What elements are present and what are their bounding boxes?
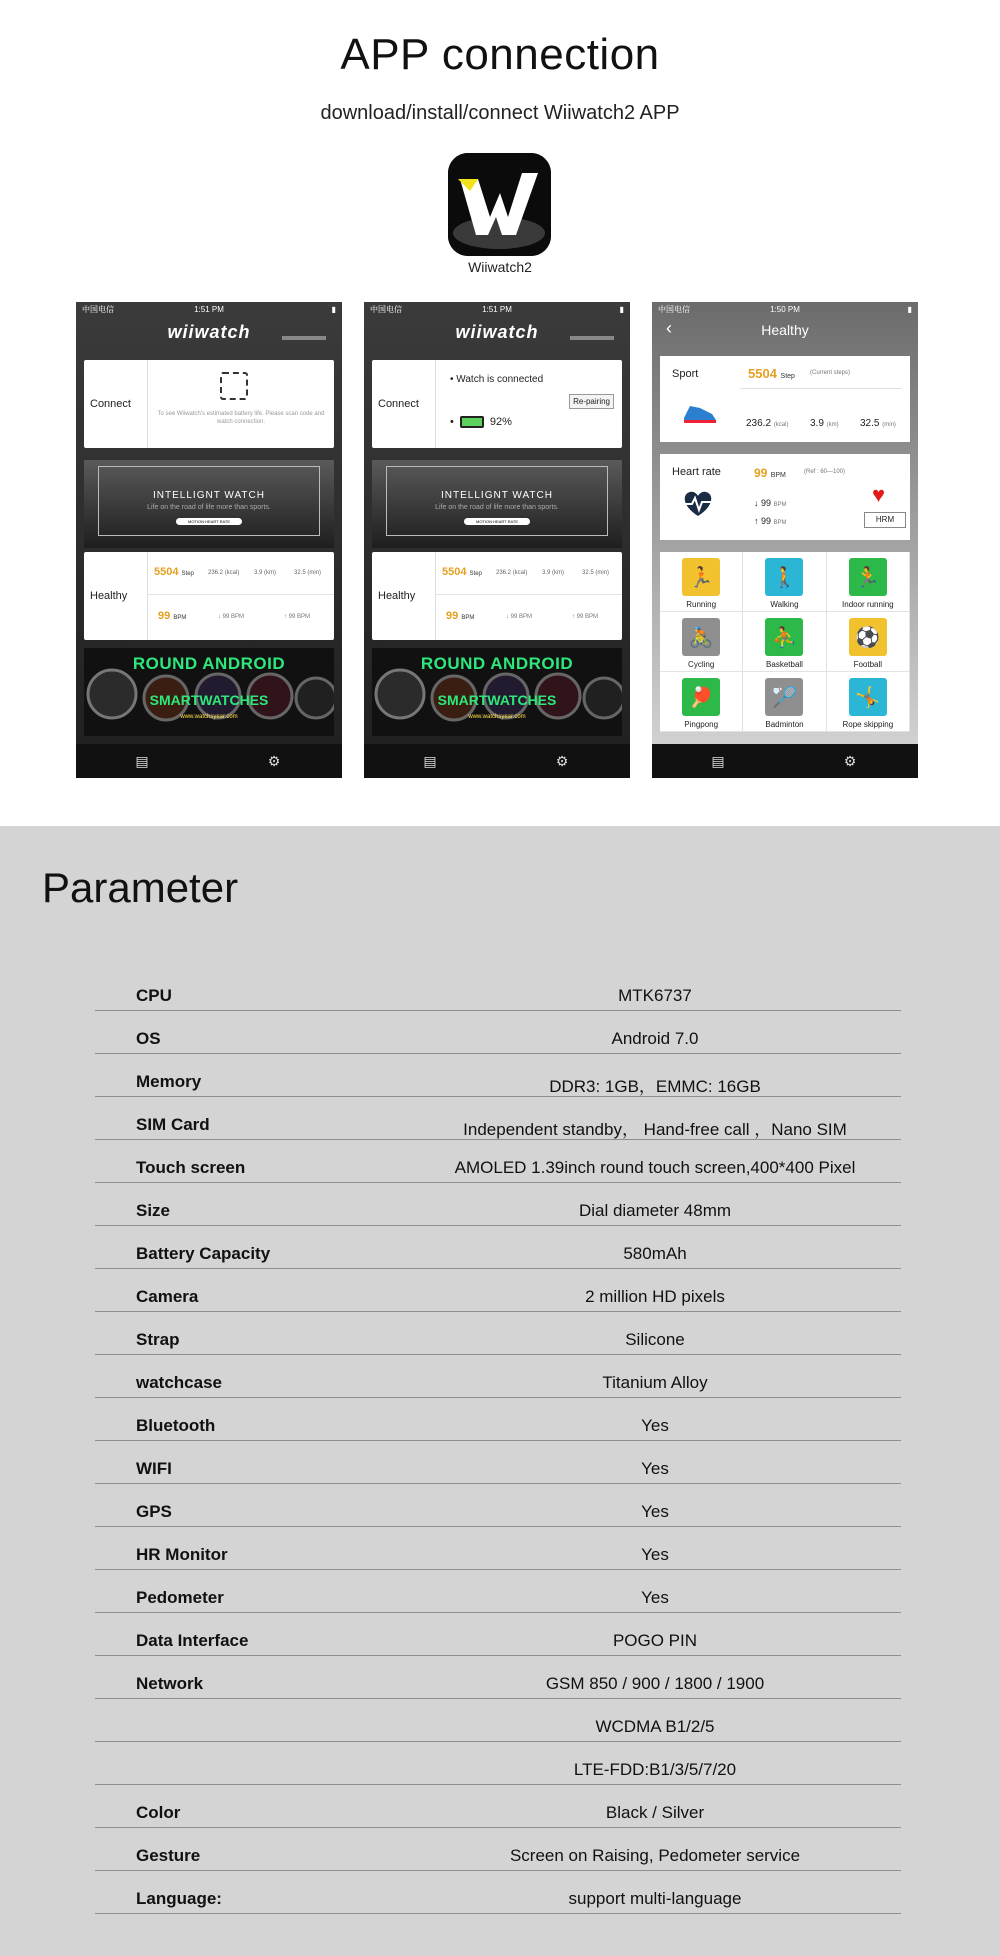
parameter-value: Black / Silver (605, 1803, 705, 1822)
activity-label: Walking (770, 600, 799, 609)
parameter-value: Yes (641, 1545, 669, 1564)
phone-screenshots (76, 302, 918, 778)
bpm-high: ↑ 99 BPM (572, 614, 599, 620)
connect-card[interactable] (372, 360, 622, 448)
parameter-value: Android 7.0 (611, 1029, 699, 1048)
nav-title: Healthy (761, 322, 809, 338)
hr-bpm-number: 99 (754, 466, 768, 480)
parameter-row (95, 1785, 901, 1828)
kcal-value (496, 570, 527, 576)
sport-km-unit: (km) (826, 422, 839, 428)
carrier-label: 中国电信 (658, 304, 690, 314)
activity-label: Badminton (765, 720, 804, 729)
parameter-value: 580mAh (623, 1244, 687, 1263)
hr-high-unit: BPM (773, 520, 787, 526)
parameter-value: 2 million HD pixels (585, 1287, 725, 1306)
healthy-divider (148, 594, 334, 595)
page-title: APP connection (340, 30, 660, 79)
bpm-high: ↑ 99 BPM (284, 614, 311, 620)
app-name-label: Wiiwatch2 (468, 259, 532, 275)
parameter-row (95, 1011, 901, 1054)
battery-icon (460, 416, 484, 428)
parameter-value: LTE-FDD:B1/3/5/7/20 (573, 1760, 737, 1779)
parameter-key: Pedometer (136, 1588, 224, 1607)
current-steps-note: (Current steps) (810, 370, 851, 376)
ad-url: www.watchsyear.com (180, 714, 238, 720)
parameter-value: Titanium Alloy (602, 1373, 708, 1392)
bpm-low: ↓ 99 BPM (218, 614, 245, 620)
banner-subtitle: Life on the road of life more than sports. (435, 504, 559, 511)
parameter-value: DDR3: 1GB，EMMC: 16GB (549, 1077, 761, 1096)
banner-pill: MOTION HEART RATE (464, 518, 530, 525)
ad-title: ROUND ANDROID (132, 654, 286, 673)
activity-pingpong[interactable] (660, 672, 743, 732)
carrier-label: 中国电信 (370, 304, 402, 314)
heart-rate-label: Heart rate (672, 466, 721, 478)
bpm-high-number: 99 (576, 614, 584, 620)
parameter-row (95, 1269, 901, 1312)
football-icon: ⚽ (849, 618, 887, 656)
activity-indoor-running[interactable] (827, 552, 910, 612)
banner-frame (386, 466, 608, 536)
parameter-section (0, 826, 1000, 1956)
sport-km (810, 418, 839, 429)
heart-icon: ♥ (872, 482, 886, 507)
round-android-ad[interactable] (84, 648, 334, 736)
parameter-key: Touch screen (136, 1158, 246, 1177)
parameter-value: Screen on Raising, Pedometer service (509, 1846, 801, 1865)
ad-subtitle: SMARTWATCHES (149, 692, 269, 708)
activity-walking[interactable] (743, 552, 826, 612)
pingpong-icon: 🏓 (682, 678, 720, 716)
sport-steps-unit: Step (780, 373, 795, 380)
round-android-ad[interactable] (372, 648, 622, 736)
km-number: 3.9 (542, 570, 551, 576)
healthy-divider (436, 594, 622, 595)
km-value (542, 570, 564, 576)
status-time: 1:50 PM (770, 304, 800, 314)
indoor-running-icon: 🏃 (849, 558, 887, 596)
parameter-key: Camera (136, 1287, 199, 1306)
ad-title: ROUND ANDROID (420, 654, 574, 673)
settings-gear-icon[interactable]: ⚙ (555, 753, 569, 769)
parameter-key: Strap (136, 1330, 180, 1349)
healthy-card-body (148, 552, 334, 640)
parameter-key: Size (136, 1201, 171, 1220)
bottom-tab-bar (652, 744, 918, 778)
phone-screen-connected (364, 302, 630, 778)
wiiwatch-app-icon[interactable] (448, 153, 551, 256)
status-bar (652, 302, 918, 316)
banner-title: INTELLIGNT WATCH (153, 490, 265, 501)
message-icon[interactable]: ▤ (135, 753, 149, 769)
re-pairing-button[interactable]: Re-pairing (569, 394, 614, 409)
min-number: 32.5 (582, 570, 594, 576)
battery-status-icon: ▮ (907, 304, 912, 314)
connect-label: Connect (84, 360, 148, 448)
sport-card[interactable] (660, 356, 910, 442)
healthy-label: Healthy (372, 552, 436, 640)
sport-min (860, 418, 896, 429)
back-chevron-icon[interactable]: ‹ (666, 318, 672, 338)
banner-subtitle: Life on the road of life more than sports. (147, 504, 271, 511)
carrier-label: 中国电信 (82, 304, 114, 314)
parameter-row (95, 1054, 901, 1097)
parameter-key: CPU (136, 986, 172, 1005)
walking-icon: 🚶 (765, 558, 803, 596)
bpm-number: 99 (446, 610, 459, 622)
bpm-low-number: 99 (222, 614, 230, 620)
step-count (442, 566, 482, 578)
parameter-row (95, 1312, 901, 1355)
parameter-value: Yes (641, 1459, 669, 1478)
kcal-number: 236.2 (208, 570, 224, 576)
sport-steps-number: 5504 (748, 366, 777, 381)
kcal-number: 236.2 (496, 570, 512, 576)
parameter-row (95, 1742, 901, 1785)
intelligent-watch-banner[interactable] (372, 460, 622, 548)
parameter-value: Silicone (625, 1330, 685, 1349)
parameter-row (95, 1441, 901, 1484)
badminton-icon: 🏸 (765, 678, 803, 716)
step-value: 5504 (154, 566, 179, 578)
parameter-value: Yes (641, 1588, 669, 1607)
activity-label: Rope skipping (842, 720, 894, 729)
parameter-key: GPS (136, 1502, 172, 1521)
page-subtitle: download/install/connect Wiiwatch2 APP (320, 102, 680, 124)
hr-high-number: 99 (761, 516, 772, 526)
connect-card-body (148, 360, 334, 448)
step-unit: Step (181, 571, 194, 577)
parameter-row (95, 1398, 901, 1441)
min-value (294, 570, 321, 576)
sport-divider (740, 388, 902, 389)
rope-skipping-icon: 🤸 (849, 678, 887, 716)
healthy-card-body (436, 552, 622, 640)
running-icon: 🏃 (682, 558, 720, 596)
brand-decoration (570, 336, 614, 340)
connected-text: Watch is connected (456, 374, 544, 385)
hr-low-number: 99 (761, 498, 772, 508)
sneaker-icon (682, 396, 718, 426)
parameter-row (95, 968, 901, 1011)
heart-rate-high: ↑ 99 BPM (754, 516, 787, 526)
settings-gear-icon[interactable]: ⚙ (267, 753, 281, 769)
status-bar (364, 302, 630, 316)
settings-gear-icon[interactable]: ⚙ (843, 753, 857, 769)
min-number: 32.5 (294, 570, 306, 576)
sport-min-unit: (min) (882, 422, 896, 428)
parameter-value: Yes (641, 1416, 669, 1435)
connect-label: Connect (372, 360, 436, 448)
bpm-unit: BPM (461, 615, 475, 621)
parameter-value: WCDMA B1/2/5 (595, 1717, 715, 1736)
parameter-key: Color (136, 1803, 181, 1822)
parameter-key: Gesture (136, 1846, 201, 1865)
parameter-row (95, 1613, 901, 1656)
min-unit: (min) (595, 570, 610, 576)
healthy-card[interactable] (372, 552, 622, 640)
activity-rope-skipping[interactable] (827, 672, 910, 732)
bpm-low-number: 99 (510, 614, 518, 620)
heart-rate-value (754, 466, 786, 480)
watch-battery: • 92% (450, 416, 512, 428)
parameter-title: Parameter (42, 864, 239, 911)
kcal-value (208, 570, 239, 576)
parameter-key: Data Interface (136, 1631, 249, 1650)
activity-label: Basketball (766, 660, 803, 669)
parameter-value: AMOLED 1.39inch round touch screen,400*400 Pixel (454, 1158, 856, 1177)
activity-label: Indoor running (842, 600, 894, 609)
parameter-value: Yes (641, 1502, 669, 1521)
connected-status: • Watch is connected (450, 374, 544, 385)
connect-card-body (436, 360, 622, 448)
kcal-unit: (kcal) (224, 570, 240, 576)
status-time: 1:51 PM (194, 304, 224, 314)
sport-kcal-unit: (kcal) (773, 422, 789, 428)
bpm-high-number: 99 (288, 614, 296, 620)
intelligent-watch-banner[interactable] (84, 460, 334, 548)
parameter-row (95, 1355, 901, 1398)
brand-logo: wiiwatch (167, 322, 251, 342)
parameter-value: Dial diameter 48mm (578, 1201, 732, 1220)
parameter-row (95, 1828, 901, 1871)
message-icon[interactable]: ▤ (711, 753, 725, 769)
activity-badminton[interactable] (743, 672, 826, 732)
scan-hint-text: To see Wiiwatch's estimated battery life. Please scan code and watch connection. (157, 411, 325, 425)
km-unit: (km) (552, 570, 565, 576)
parameter-row (95, 1871, 901, 1914)
parameter-row (95, 1097, 901, 1140)
bpm-value (158, 610, 186, 622)
sport-kcal-number: 236.2 (746, 418, 772, 429)
parameter-key: Battery Capacity (136, 1244, 271, 1263)
heart-rate-card[interactable] (660, 454, 910, 540)
parameter-table (95, 968, 901, 1914)
sport-km-number: 3.9 (810, 418, 824, 429)
parameter-key: OS (136, 1029, 161, 1048)
parameter-value: MTK6737 (618, 986, 692, 1005)
parameter-value: GSM 850 / 900 / 1800 / 1900 (545, 1674, 765, 1693)
hr-low-unit: BPM (773, 502, 787, 508)
sport-min-number: 32.5 (860, 418, 880, 429)
app-connection-section (0, 0, 1000, 826)
parameter-row (95, 1140, 901, 1183)
parameter-key: Network (136, 1674, 204, 1693)
activity-label: Pingpong (684, 720, 719, 729)
scan-qr-icon[interactable] (220, 372, 248, 400)
step-value: 5504 (442, 566, 467, 578)
parameter-row (95, 1656, 901, 1699)
brand-logo: wiiwatch (455, 322, 539, 342)
parameter-row (95, 1570, 901, 1613)
hrm-button[interactable]: HRM (864, 512, 906, 528)
parameter-row (95, 1226, 901, 1269)
bpm-low-unit: BPM (231, 614, 245, 620)
parameter-key: Language: (136, 1889, 222, 1908)
step-unit: Step (469, 571, 482, 577)
min-value (582, 570, 609, 576)
sport-label: Sport (672, 368, 699, 380)
ad-subtitle: SMARTWATCHES (437, 692, 557, 708)
activity-grid (660, 552, 910, 732)
sport-kcal (746, 418, 788, 429)
ad-url: www.watchsyear.com (468, 714, 526, 720)
status-time: 1:51 PM (482, 304, 512, 314)
battery-percent: 92% (489, 416, 512, 428)
battery-status-icon: ▮ (331, 304, 336, 314)
phone-screen-not-connected (76, 302, 342, 778)
message-icon[interactable]: ▤ (423, 753, 437, 769)
min-unit: (min) (307, 570, 322, 576)
wiiwatch-logo-icon (448, 153, 551, 256)
parameter-key: HR Monitor (136, 1545, 228, 1564)
brand-decoration (282, 336, 326, 340)
parameter-key: Memory (136, 1072, 202, 1091)
battery-status-icon: ▮ (619, 304, 624, 314)
step-count (154, 566, 194, 578)
activity-label: Cycling (688, 660, 715, 669)
heart-rate-low: ↓ 99 BPM (754, 498, 787, 508)
sport-steps (748, 366, 795, 381)
parameter-key: WIFI (136, 1459, 172, 1478)
cycling-icon: 🚴 (682, 618, 720, 656)
banner-title: INTELLIGNT WATCH (441, 490, 553, 501)
bottom-tab-bar (76, 744, 342, 778)
bpm-high-unit: BPM (585, 614, 599, 620)
basketball-icon: ⛹ (765, 618, 803, 656)
parameter-row (95, 1527, 901, 1570)
parameter-row (95, 1183, 901, 1226)
activity-running[interactable] (660, 552, 743, 612)
heart-rate-ref: (Ref : 60—100) (804, 469, 846, 475)
parameter-row (95, 1484, 901, 1527)
healthy-label: Healthy (84, 552, 148, 640)
activity-label: Running (686, 600, 717, 609)
parameter-value: POGO PIN (612, 1631, 698, 1650)
bpm-low: ↓ 99 BPM (506, 614, 533, 620)
activity-basketball[interactable] (743, 612, 826, 672)
bpm-unit: BPM (173, 615, 187, 621)
heartbeat-icon (680, 488, 716, 518)
bpm-value (446, 610, 474, 622)
connect-card[interactable] (84, 360, 334, 448)
parameter-key: SIM Card (136, 1115, 210, 1134)
phone-screen-healthy (652, 302, 918, 778)
status-bar (76, 302, 342, 316)
km-value (254, 570, 276, 576)
activity-football[interactable] (827, 612, 910, 672)
kcal-unit: (kcal) (512, 570, 528, 576)
banner-pill: MOTION HEART RATE (176, 518, 242, 525)
hr-bpm-unit: BPM (770, 472, 786, 479)
activity-label: Football (853, 660, 883, 669)
parameter-value: Independent standby， Hand-free call ，Nano SIM (463, 1120, 847, 1139)
km-unit: (km) (264, 570, 277, 576)
parameter-key: watchcase (136, 1373, 222, 1392)
parameter-row (95, 1699, 901, 1742)
parameter-key: Bluetooth (136, 1416, 216, 1435)
bpm-low-unit: BPM (519, 614, 533, 620)
km-number: 3.9 (254, 570, 263, 576)
healthy-card[interactable] (84, 552, 334, 640)
parameter-value: support multi-language (568, 1889, 742, 1908)
bottom-tab-bar (364, 744, 630, 778)
bpm-number: 99 (158, 610, 171, 622)
bpm-high-unit: BPM (297, 614, 311, 620)
activity-cycling[interactable] (660, 612, 743, 672)
banner-frame (98, 466, 320, 536)
